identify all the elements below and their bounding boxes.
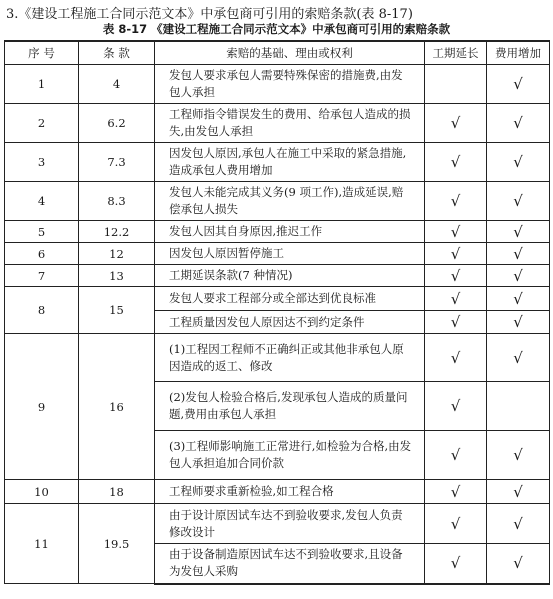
claims-table [4,40,550,585]
row-clause: 12.2 [79,221,155,243]
cost-increase-cell [487,480,550,504]
header-basis: 索赔的基础、理由或权利 [155,41,425,65]
table-row [5,221,550,243]
row-clause: 6.2 [79,104,155,143]
check-mark-icon: √ [450,554,461,573]
check-mark-icon: √ [513,554,523,573]
cost-increase-cell [487,334,550,382]
claim-basis-text: 发包人要求工程部分或全部达到优良标准 [155,287,425,311]
table-row [5,480,550,504]
check-mark-icon: √ [513,313,523,331]
claim-basis-text: 工期延误条款(7 种情况) [155,265,425,287]
claim-basis-text: 发包人因其自身原因,推迟工作 [155,221,425,243]
header-cost-increase: 费用增加 [487,41,550,65]
check-mark-icon: √ [450,397,461,415]
row-clause: 7.3 [79,143,155,182]
time-extension-cell [425,544,487,584]
claim-basis-text: (3)工程师影响施工正常进行,如检验为合格,由发包人承担追加合同价款 [155,431,425,480]
table-body [5,65,550,584]
row-number: 4 [5,182,79,221]
table-row [5,143,550,182]
claim-basis-text: 发包人未能完成其义务(9 项工作),造成延误,赔偿承包人损失 [155,182,425,221]
claim-basis-text: 由于设计原因试车达不到验收要求,发包人负责修改设计 [155,504,425,544]
check-mark-icon: √ [450,446,461,464]
row-number: 5 [5,221,79,243]
cost-increase-cell [487,431,550,480]
claim-basis-text: 因发包人原因,承包人在施工中采取的紧急措施,造成承包人费用增加 [155,143,425,182]
check-mark-icon: √ [450,514,461,533]
cost-increase-cell [487,287,550,311]
cost-increase-cell [487,265,550,287]
claim-basis-text: 工程师要求重新检验,如工程合格 [155,480,425,504]
section-heading: 3.《建设工程施工合同示范文本》中承包商可引用的索赔条款(表 8-17) [6,7,413,22]
check-mark-icon: √ [450,313,461,331]
time-extension-cell [425,480,487,504]
row-number: 6 [5,243,79,265]
check-mark-icon: √ [450,244,461,263]
table-row [5,182,550,221]
time-extension-cell [425,104,487,143]
cost-increase-cell [487,221,550,243]
claim-basis-text: (1)工程因工程师不正确纠正或其他非承包人原因造成的返工、修改 [155,334,425,382]
cost-increase-cell [487,311,550,334]
cost-increase-cell [487,104,550,143]
table-row [5,287,550,311]
row-clause: 15 [79,287,155,334]
check-mark-icon: √ [450,153,461,171]
cost-increase-cell [487,182,550,221]
claim-basis-text: 工程质量因发包人原因达不到约定条件 [155,311,425,334]
check-mark-icon: √ [513,153,523,171]
check-mark-icon: √ [513,289,523,308]
row-number: 3 [5,143,79,182]
cost-increase-cell [487,143,550,182]
row-clause: 4 [79,65,155,104]
check-mark-icon: √ [450,266,461,285]
time-extension-cell [425,221,487,243]
claim-basis-text: 发包人要求承包人需要特殊保密的措施费,由发包人承担 [155,65,425,104]
row-number: 7 [5,265,79,287]
time-extension-cell [425,334,487,382]
cost-increase-cell [487,544,550,584]
check-mark-icon: √ [513,244,523,263]
time-extension-cell [425,287,487,311]
row-clause: 8.3 [79,182,155,221]
row-clause: 16 [79,334,155,480]
row-number: 10 [5,480,79,504]
time-extension-cell [425,265,487,287]
claim-basis-text: (2)发包人检验合格后,发现承包人造成的质量问题,费用由承包人承担 [155,382,425,431]
check-mark-icon: √ [450,222,461,241]
table-row [5,65,550,104]
table-row [5,504,550,544]
check-mark-icon: √ [450,289,461,308]
check-mark-icon: √ [513,514,523,533]
check-mark-icon: √ [450,192,461,210]
table-caption: 表 8-17 《建设工程施工合同示范文本》中承包商可引用的索赔条款 [102,22,451,36]
time-extension-cell [425,65,487,104]
cost-increase-cell [487,382,550,431]
check-mark-icon: √ [513,446,523,464]
check-mark-icon: √ [450,482,461,501]
time-extension-cell [425,382,487,431]
check-mark-icon: √ [513,482,523,501]
time-extension-cell [425,243,487,265]
claim-basis-text: 工程师指令错误发生的费用、给承包人造成的损失,由发包人承担 [155,104,425,143]
time-extension-cell [425,504,487,544]
row-number: 8 [5,287,79,334]
table-row [5,334,550,382]
check-mark-icon: √ [513,348,523,367]
row-clause: 19.5 [79,504,155,584]
claim-basis-text: 因发包人原因暂停施工 [155,243,425,265]
check-mark-icon: √ [513,192,523,210]
table-header-row [5,41,550,65]
header-clause: 条 款 [79,41,155,65]
row-clause: 12 [79,243,155,265]
time-extension-cell [425,182,487,221]
header-time-extension: 工期延长 [425,41,487,65]
row-number: 1 [5,65,79,104]
row-clause: 18 [79,480,155,504]
claim-basis-text: 由于设备制造原因试车达不到验收要求,且设备为发包人采购 [155,544,425,584]
time-extension-cell [425,431,487,480]
cost-increase-cell [487,65,550,104]
row-number: 11 [5,504,79,584]
row-clause: 13 [79,265,155,287]
cost-increase-cell [487,504,550,544]
time-extension-cell [425,311,487,334]
check-mark-icon: √ [513,222,523,241]
check-mark-icon: √ [450,348,461,367]
table-row [5,265,550,287]
header-no: 序 号 [5,41,79,65]
cost-increase-cell [487,243,550,265]
time-extension-cell [425,143,487,182]
table-row [5,243,550,265]
check-mark-icon: √ [513,75,523,93]
table-row [5,104,550,143]
check-mark-icon: √ [513,114,523,132]
check-mark-icon: √ [450,114,461,132]
row-number: 2 [5,104,79,143]
row-number: 9 [5,334,79,480]
check-mark-icon: √ [513,266,523,285]
